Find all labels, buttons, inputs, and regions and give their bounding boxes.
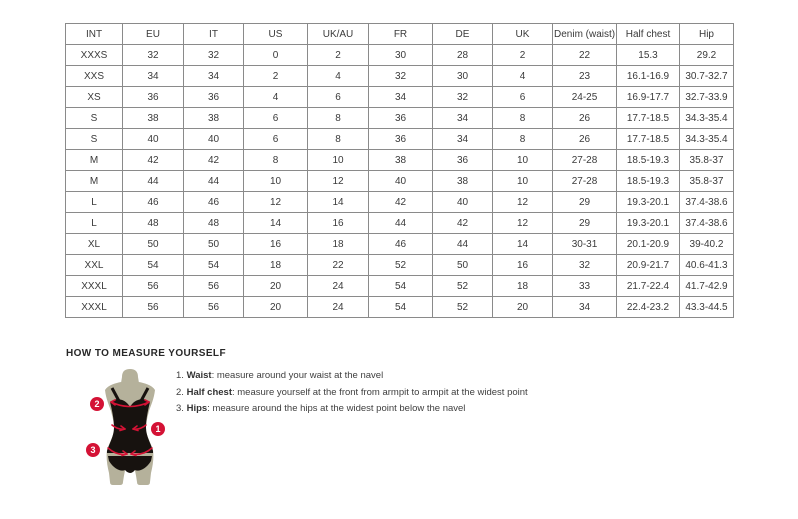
table-row [66,276,734,297]
table-cell: 24 [308,297,369,318]
measure-step-waist [176,371,528,381]
table-cell: 2 [244,66,308,87]
table-cell: 22 [308,255,369,276]
table-cell: 34 [123,66,184,87]
table-cell: M [66,171,123,192]
column-header: DE [433,24,493,45]
size-conversion-table [65,23,734,318]
table-cell: XS [66,87,123,108]
table-cell: XXL [66,255,123,276]
column-header: IT [184,24,244,45]
table-cell: 54 [123,255,184,276]
table-cell: 14 [308,192,369,213]
table-cell: 34 [553,297,617,318]
table-cell: 34.3-35.4 [680,129,734,150]
table-cell: 29 [553,192,617,213]
table-cell: 36 [369,108,433,129]
table-cell: 44 [433,234,493,255]
table-row [66,255,734,276]
table-cell: 36 [433,150,493,171]
table-row [66,108,734,129]
table-cell: 56 [123,297,184,318]
table-cell: 20.9-21.7 [617,255,680,276]
step-text: : measure around the hips at the widest point below the navel [207,403,466,414]
size-chart-section [65,23,734,318]
table-cell: 34 [184,66,244,87]
table-cell: 19.3-20.1 [617,192,680,213]
table-cell: 18 [308,234,369,255]
table-cell: 42 [433,213,493,234]
table-cell: 12 [244,192,308,213]
column-header: Denim (waist) [553,24,617,45]
column-header: EU [123,24,184,45]
table-cell: 8 [493,108,553,129]
table-cell: 20 [244,297,308,318]
table-cell: 8 [308,129,369,150]
column-header: FR [369,24,433,45]
table-cell: 36 [369,129,433,150]
table-cell: 48 [184,213,244,234]
step-term: Waist [186,370,212,381]
table-cell: 26 [553,108,617,129]
table-cell: 35.8-37 [680,171,734,192]
table-cell: 10 [244,171,308,192]
table-cell: 29 [553,213,617,234]
table-cell: 32 [123,45,184,66]
table-cell: 16.1-16.9 [617,66,680,87]
table-cell: 32 [433,87,493,108]
table-cell: 8 [493,129,553,150]
table-cell: 37.4-38.6 [680,192,734,213]
table-cell: 24-25 [553,87,617,108]
table-cell: XXS [66,66,123,87]
table-cell: 52 [433,297,493,318]
step-number: 1. [176,370,184,381]
table-cell: 38 [184,108,244,129]
table-cell: 30 [433,66,493,87]
table-cell: 27-28 [553,171,617,192]
table-cell: 17.7-18.5 [617,129,680,150]
column-header: UK [493,24,553,45]
table-cell: 44 [369,213,433,234]
table-cell: 52 [369,255,433,276]
table-cell: 38 [123,108,184,129]
table-cell: 27-28 [553,150,617,171]
table-cell: XL [66,234,123,255]
table-cell: 30.7-32.7 [680,66,734,87]
table-cell: 4 [493,66,553,87]
table-row [66,192,734,213]
table-cell: 42 [123,150,184,171]
table-cell: 6 [244,129,308,150]
table-cell: 8 [308,108,369,129]
table-cell: 26 [553,129,617,150]
table-cell: 14 [493,234,553,255]
measure-instructions-list [176,371,528,421]
table-cell: 8 [244,150,308,171]
table-cell: 14 [244,213,308,234]
table-cell: XXXL [66,276,123,297]
column-header: UK/AU [308,24,369,45]
table-cell: 2 [493,45,553,66]
measure-step-half-chest [176,388,528,398]
table-cell: 30 [369,45,433,66]
table-cell: 12 [308,171,369,192]
table-cell: 15.3 [617,45,680,66]
table-cell: 38 [369,150,433,171]
table-row [66,213,734,234]
table-cell: 6 [308,87,369,108]
table-cell: 10 [493,171,553,192]
table-cell: 43.3-44.5 [680,297,734,318]
table-cell: 37.4-38.6 [680,213,734,234]
table-cell: 44 [184,171,244,192]
table-cell: 40.6-41.3 [680,255,734,276]
table-cell: 29.2 [680,45,734,66]
table-cell: 50 [184,234,244,255]
table-row [66,87,734,108]
table-cell: 38 [433,171,493,192]
table-cell: 16 [244,234,308,255]
table-cell: 30-31 [553,234,617,255]
table-row [66,45,734,66]
table-row [66,150,734,171]
table-cell: 12 [493,192,553,213]
table-cell: S [66,129,123,150]
table-cell: 10 [493,150,553,171]
table-cell: 46 [123,192,184,213]
table-cell: 10 [308,150,369,171]
marker-label-2: 2 [94,399,100,410]
table-cell: 46 [369,234,433,255]
header-row [66,24,734,45]
table-row [66,171,734,192]
step-term: Hips [186,403,208,414]
table-cell: 42 [369,192,433,213]
table-row [66,234,734,255]
table-cell: 56 [184,297,244,318]
table-cell: 52 [433,276,493,297]
marker-label-3: 3 [90,445,96,456]
table-cell: 23 [553,66,617,87]
table-cell: 4 [244,87,308,108]
table-cell: 32.7-33.9 [680,87,734,108]
table-cell: 20 [493,297,553,318]
table-cell: 20 [244,276,308,297]
table-cell: 16 [493,255,553,276]
table-cell: XXXL [66,297,123,318]
table-cell: 18 [493,276,553,297]
table-cell: 35.8-37 [680,150,734,171]
table-cell: 56 [123,276,184,297]
measure-step-hips [176,404,528,414]
table-cell: 19.3-20.1 [617,213,680,234]
table-cell: 40 [433,192,493,213]
table-cell: 17.7-18.5 [617,108,680,129]
table-cell: 34.3-35.4 [680,108,734,129]
table-cell: 36 [123,87,184,108]
table-cell: 18 [244,255,308,276]
table-row [66,66,734,87]
step-text: : measure yourself at the front from armpit to armpit at the widest point [231,386,528,398]
step-number: 3. [176,403,184,414]
step-term: Half chest [186,386,232,398]
table-cell: 40 [184,129,244,150]
table-cell: 44 [123,171,184,192]
column-header: Half chest [617,24,680,45]
column-header: Hip [680,24,734,45]
table-cell: 32 [553,255,617,276]
table-cell: 16.9-17.7 [617,87,680,108]
table-cell: 0 [244,45,308,66]
step-text: : measure around your waist at the navel [211,370,384,381]
table-cell: 56 [184,276,244,297]
table-row [66,297,734,318]
table-cell: L [66,213,123,234]
table-cell: 42 [184,150,244,171]
table-cell: 40 [123,129,184,150]
table-cell: 22 [553,45,617,66]
table-cell: 12 [493,213,553,234]
table-cell: 54 [369,276,433,297]
table-cell: 50 [433,255,493,276]
size-table-body [66,45,734,318]
table-cell: 32 [369,66,433,87]
table-cell: 4 [308,66,369,87]
table-cell: 21.7-22.4 [617,276,680,297]
table-cell: 46 [184,192,244,213]
table-cell: 54 [184,255,244,276]
table-cell: 18.5-19.3 [617,171,680,192]
measure-section-heading: HOW TO MEASURE YOURSELF [66,348,226,359]
table-cell: 28 [433,45,493,66]
table-cell: L [66,192,123,213]
table-cell: XXXS [66,45,123,66]
table-cell: 40 [369,171,433,192]
table-cell: 50 [123,234,184,255]
table-cell: 41.7-42.9 [680,276,734,297]
table-cell: 2 [308,45,369,66]
table-cell: 54 [369,297,433,318]
table-cell: 34 [433,129,493,150]
column-header: INT [66,24,123,45]
table-row [66,129,734,150]
table-cell: 6 [244,108,308,129]
table-cell: 34 [369,87,433,108]
table-cell: 20.1-20.9 [617,234,680,255]
table-cell: 16 [308,213,369,234]
table-cell: 6 [493,87,553,108]
table-cell: 33 [553,276,617,297]
table-cell: 32 [184,45,244,66]
table-cell: M [66,150,123,171]
marker-label-1: 1 [155,424,161,435]
table-cell: 34 [433,108,493,129]
table-cell: 36 [184,87,244,108]
column-header: US [244,24,308,45]
size-table-header [66,24,734,45]
table-cell: 18.5-19.3 [617,150,680,171]
table-cell: S [66,108,123,129]
table-cell: 24 [308,276,369,297]
table-cell: 22.4-23.2 [617,297,680,318]
table-cell: 48 [123,213,184,234]
step-number: 2. [176,386,184,398]
table-cell: 39-40.2 [680,234,734,255]
